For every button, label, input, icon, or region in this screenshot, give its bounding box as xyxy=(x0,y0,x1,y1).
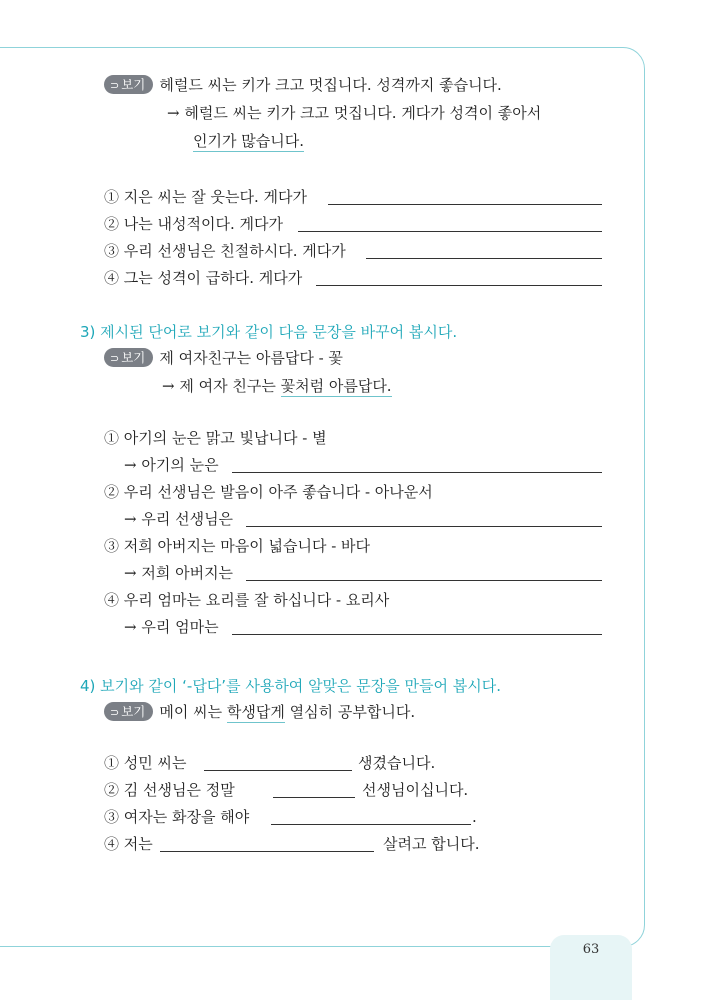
example-arrow-icon: ⊃ xyxy=(110,79,120,92)
example-answer: 인기가 많습니다. xyxy=(193,132,304,150)
section4-item-3-post: . xyxy=(472,808,477,826)
section4-item-1-pre: ① 성민 씨는 xyxy=(104,754,187,772)
answer-blank[interactable] xyxy=(366,258,602,259)
section3-example-line-1 xyxy=(104,348,343,368)
answer-blank[interactable] xyxy=(232,472,602,473)
example-arrow-icon: ⊃ xyxy=(110,352,120,365)
example-badge: ⊃ 보기 xyxy=(104,75,153,94)
section4-item-4-pre: ④ 저는 xyxy=(104,835,153,853)
answer-blank[interactable] xyxy=(232,634,602,635)
section3-item-2-answer-prefix: → 우리 선생님은 xyxy=(124,510,234,528)
answer-blank[interactable] xyxy=(316,285,602,286)
section3-item-4-answer-prefix: → 우리 엄마는 xyxy=(124,618,219,636)
answer-blank[interactable] xyxy=(246,526,602,527)
section2-item-4: ④ 그는 성격이 급하다. 게다가 xyxy=(104,269,303,287)
section4-example xyxy=(104,702,415,722)
example-line-3 xyxy=(193,131,304,151)
section3-item-3-question: ③ 저희 아버지는 마음이 넓습니다 - 바다 xyxy=(104,537,371,555)
section3-item-1-answer-prefix: → 아기의 눈은 xyxy=(124,456,219,474)
example-prefix: → 제 여자 친구는 xyxy=(162,377,276,395)
page-number: 63 xyxy=(582,942,600,957)
answer-blank[interactable] xyxy=(298,231,602,232)
answer-blank[interactable] xyxy=(246,580,602,581)
example-post: 열심히 공부합니다. xyxy=(289,703,416,721)
section4-heading: 4) 보기와 같이 ‘-답다’를 사용하여 알맞은 문장을 만들어 봅시다. xyxy=(80,677,502,695)
section2-item-1: ① 지은 씨는 잘 웃는다. 게다가 xyxy=(104,188,307,206)
example-badge: ⊃ 보기 xyxy=(104,702,153,721)
section4-item-2-post: 선생님이십니다. xyxy=(362,781,469,799)
section3-heading: 3) 제시된 단어로 보기와 같이 다음 문장을 바꾸어 봅시다. xyxy=(80,323,458,341)
example-answer: 꽃처럼 아름답다. xyxy=(280,377,392,395)
section4-item-2-pre: ② 김 선생님은 정말 xyxy=(104,781,235,799)
section3-example-line-2 xyxy=(162,376,392,396)
section3-item-2-question: ② 우리 선생님은 발음이 아주 좋습니다 - 아나운서 xyxy=(104,483,433,501)
example-line-2: → 헤럴드 씨는 키가 크고 멋집니다. 게다가 성격이 좋아서 xyxy=(167,104,542,122)
example-pre: 메이 씨는 xyxy=(159,703,223,721)
example-arrow-icon: ⊃ xyxy=(110,706,120,719)
example-answer: 학생답게 xyxy=(226,703,285,721)
section2-item-2: ② 나는 내성적이다. 게다가 xyxy=(104,215,283,233)
example-line-1 xyxy=(104,75,502,95)
example-badge: ⊃ 보기 xyxy=(104,348,153,367)
answer-blank[interactable] xyxy=(204,770,352,771)
section4-item-3-pre: ③ 여자는 화장을 해야 xyxy=(104,808,250,826)
section3-item-1-question: ① 아기의 눈은 맑고 빛납니다 - 별 xyxy=(104,429,327,447)
example-sentence: 제 여자친구는 아름답다 - 꽃 xyxy=(159,349,343,367)
section2-item-3: ③ 우리 선생님은 친절하시다. 게다가 xyxy=(104,242,346,260)
answer-blank[interactable] xyxy=(160,851,374,852)
example-sentence: 헤럴드 씨는 키가 크고 멋집니다. 성격까지 좋습니다. xyxy=(159,76,502,94)
section4-item-4-post: 살려고 합니다. xyxy=(383,835,480,853)
answer-blank[interactable] xyxy=(328,204,602,205)
answer-blank[interactable] xyxy=(273,797,355,798)
section4-item-1-post: 생겼습니다. xyxy=(358,754,436,772)
answer-blank[interactable] xyxy=(271,824,471,825)
section3-item-4-question: ④ 우리 엄마는 요리를 잘 하십니다 - 요리사 xyxy=(104,591,390,609)
section3-item-3-answer-prefix: → 저희 아버지는 xyxy=(124,564,234,582)
